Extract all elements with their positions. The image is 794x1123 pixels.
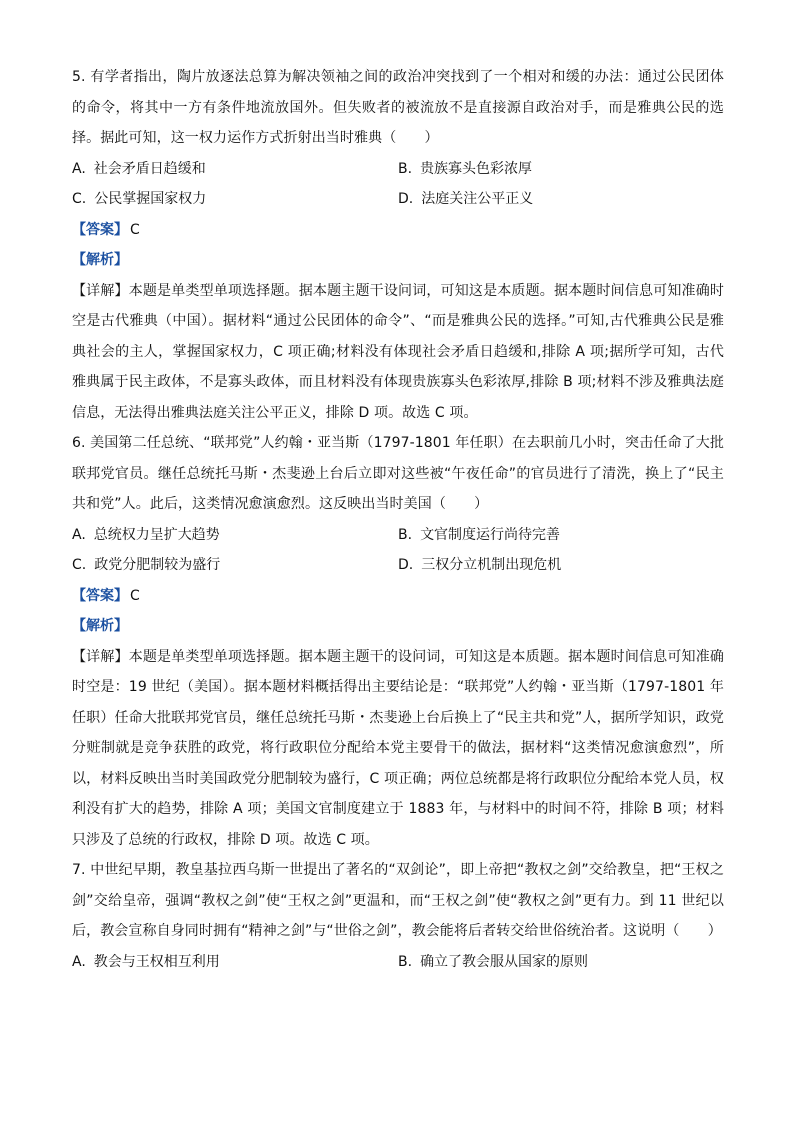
analysis-label: 【解析】 [72, 618, 128, 634]
option-letter: B. [398, 160, 413, 177]
document-page [72, 62, 724, 977]
question-6-option-d [398, 550, 724, 581]
option-text: 政党分肥制较为盛行 [94, 557, 221, 573]
question-6-options [72, 520, 724, 581]
question-6-analysis-heading [72, 611, 724, 642]
question-7-options [72, 947, 724, 978]
option-letter: B. [398, 953, 413, 970]
option-letter: A. [72, 526, 86, 543]
option-text: 教会与王权相互利用 [93, 953, 220, 970]
option-text: 公民掌握国家权力 [94, 191, 207, 207]
question-5-option-a [72, 154, 398, 185]
question-6-detail: 【详解】本题是单类型单项选择题。据本题主题干的设问词，可知这是本质题。据本题时间信息可知准确时空是：19 世纪（美国）。据本题材料概括得出主要结论是：“联邦党”人约翰・亚当斯（1797-1801 年任职）任命大批联邦党官员，继任总统托马斯・杰斐逊上台后换上了“民主共和党”人，据所学知识，政党分赃制就是竞争获胜的政党，将行政职位分配给本党主要骨干的做法，据材料“这类情况愈演愈烈”，所以，材料反映出当时美国政党分肥制较为盛行，C 项正确；两位总统都是将行政职位分配给本党人员，权利没有扩大的趋势，排除 A 项；美国文官制度建立于 1883 年，与材料中的时间不符，排除 B 项；材料只涉及了总统的行政权，排除 D 项。故选 C 项。 [72, 648, 724, 848]
question-7-option-a [72, 947, 398, 978]
answer-label: 【答案】 [72, 587, 128, 604]
option-text: 社会矛盾日趋缓和 [93, 160, 206, 177]
question-7-option-b [398, 947, 724, 978]
question-6-stem: 6. 美国第二任总统、“联邦党”人约翰・亚当斯（1797-1801 年任职）在去职前几小时，突击任命了大批联邦党官员。继任总统托马斯・杰斐逊上台后立即对这些被“午夜任命”的官员进行了清洗，换上了“民主共和党”人。此后，这类情况愈演愈烈。这反映出当时美国（ ） [72, 435, 724, 512]
question-5-option-d [398, 184, 724, 215]
option-text: 三权分立机制出现危机 [421, 557, 562, 573]
answer-value: C [130, 587, 140, 604]
question-6-answer [72, 581, 724, 612]
option-letter: A. [72, 160, 86, 177]
answer-value: C [130, 221, 140, 238]
question-5-option-c [72, 184, 398, 215]
option-letter: A. [72, 953, 86, 970]
option-letter: D. [398, 557, 414, 573]
analysis-label: 【解析】 [72, 252, 128, 268]
question-5-option-b [398, 154, 724, 185]
option-text: 确立了教会服从国家的原则 [420, 953, 589, 970]
question-5-stem: 5. 有学者指出，陶片放逐法总算为解决领袖之间的政治冲突找到了一个相对和缓的办法：通过公民团体的命令，将其中一方有条件地流放国外。但失败者的被流放不是直接源自政治对手，而是雅典公民的选择。据此可知，这一权力运作方式折射出当时雅典（ ） [72, 69, 724, 146]
question-5-detail: 【详解】本题是单类型单项选择题。据本题主题干设问词，可知这是本质题。据本题时间信息可知准确时空是古代雅典（中国）。据材料“通过公民团体的命令”、“而是雅典公民的选择。”可知,古代雅典公民是雅典社会的主人，掌握国家权力，C 项正确;材料没有体现社会矛盾日趋缓和,排除 A 项;据所学可知，古代雅典属于民主政体，不是寡头政体，而且材料没有体现贵族寡头色彩浓厚,排除 B 项;材料不涉及雅典法庭信息，无法得出雅典法庭关注公平正义，排除 D 项。故选 C 项。 [72, 282, 724, 421]
option-letter: B. [398, 526, 413, 543]
question-5-options [72, 154, 724, 215]
answer-label: 【答案】 [72, 221, 128, 238]
option-text: 贵族寡头色彩浓厚 [420, 160, 533, 177]
option-letter: C. [72, 557, 87, 573]
option-letter: C. [72, 191, 87, 207]
question-5-answer [72, 215, 724, 246]
question-6-option-a [72, 520, 398, 551]
option-letter: D. [398, 191, 414, 207]
question-6-option-c [72, 550, 398, 581]
option-text: 总统权力呈扩大趋势 [93, 526, 220, 543]
question-5-analysis-heading [72, 245, 724, 276]
question-6-option-b [398, 520, 724, 551]
option-text: 文官制度运行尚待完善 [420, 526, 561, 543]
question-7-stem: 7. 中世纪早期，教皇基拉西乌斯一世提出了著名的“双剑论”，即上帝把“教权之剑”交给教皇，把“王权之剑”交给皇帝，强调“教权之剑”使“王权之剑”更温和，而“王权之剑”使“教权之剑”更有力。到 11 世纪以后，教会宣称自身同时拥有“精神之剑”与“世俗之剑”，教会能将后者转交给世俗统治者。这说明（ ） [72, 862, 724, 939]
option-text: 法庭关注公平正义 [421, 191, 534, 207]
